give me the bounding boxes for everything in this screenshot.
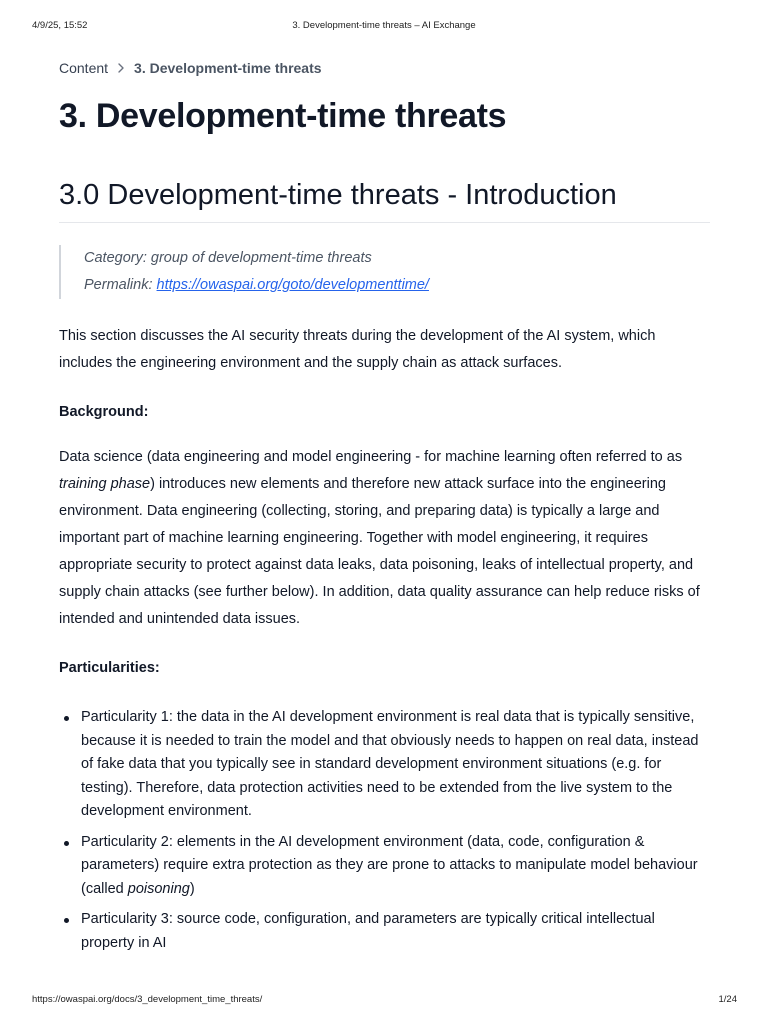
background-text-post: ) introduces new elements and therefore new attack surface into the engineering environment. Data engineering (collecting, storing, and preparing data) is typically a large and important part of machine learning engineering. Together with model engineering, it requires appropriate security to protect against data leaks, data poisoning, leaks of intellectual property, and supply chain attacks (see further below). In addition, data quality assurance can help reduce risks of intended and unintended data issues. [59, 476, 700, 627]
print-footer [0, 994, 768, 1008]
background-heading: Background: [59, 404, 149, 420]
list-item-text-post: ) [189, 880, 195, 897]
print-datetime: 4/9/25, 15:52 [32, 20, 88, 31]
page-title: 3. Development-time threats [59, 97, 507, 135]
list-item [59, 831, 710, 902]
intro-paragraph: This section discusses the AI security threats during the development of the AI system, which includes the engineering environment and the supply chain as attack surfaces. [59, 328, 656, 371]
list-item-emphasis: poisoning [127, 880, 190, 897]
background-text-pre: Data science (data engineering and model engineering - for machine learning often referred to as [59, 449, 683, 465]
background-emphasis: training phase [59, 476, 151, 492]
list-item: Particularity 1: the data in the AI development environment is real data that is typically sensitive, because it is needed to train the model and that obviously needs to happen on real data, instead of fake data that you typically see in standard development environment situations (e.g. for testing). Therefore, data protection activities need to be extended from the live system to the development environment. [59, 706, 710, 824]
breadcrumb-root-link[interactable]: Content [59, 60, 109, 76]
print-doc-title: 3. Development-time threats – AI Exchange [292, 20, 476, 31]
doc-content [59, 58, 710, 962]
permalink-line [84, 272, 710, 299]
permalink-label: Permalink: [84, 277, 153, 293]
breadcrumb-current: 3. Development-time threats [134, 60, 322, 76]
print-header [0, 20, 768, 34]
background-paragraph [59, 444, 710, 633]
chevron-right-icon [114, 61, 128, 75]
breadcrumb [59, 58, 710, 78]
metadata-blockquote [59, 245, 710, 299]
list-item-text-pre: Particularity 2: elements in the AI development environment (data, code, configuration & parameters) require extra protection as they are prone to attacks to manipulate model behaviour (called [81, 833, 698, 897]
particularities-heading: Particularities: [59, 660, 160, 676]
particularities-list [59, 706, 710, 955]
permalink-link[interactable]: https://owaspai.org/goto/developmenttime/ [156, 277, 429, 293]
list-item: Particularity 3: source code, configuration, and parameters are typically critical intellectual property in AI [59, 908, 710, 955]
section-title: 3.0 Development-time threats - Introduction [59, 176, 710, 223]
category-line: Category: group of development-time threats [84, 250, 372, 266]
print-page-number: 1/24 [718, 994, 737, 1005]
print-url: https://owaspai.org/docs/3_development_time_threats/ [32, 994, 263, 1005]
